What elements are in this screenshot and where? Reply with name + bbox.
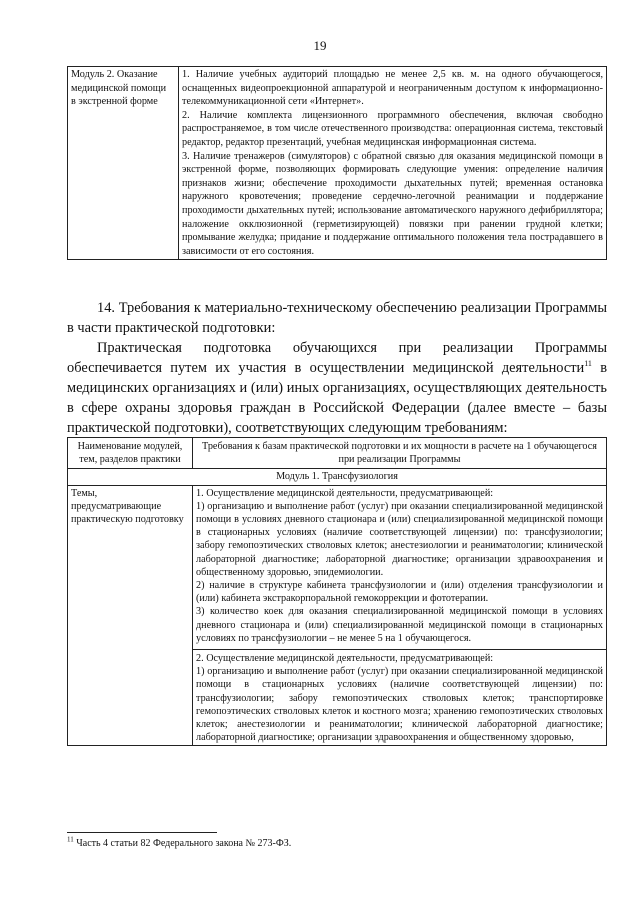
body-text: в медицинских организациях и (или) иных организациях, осуществляющих деятельность в сфере охраны здоровья граждан в Российской Федерации (далее вместе – базы практической подготовки), соответствующих следующим требованиям: xyxy=(67,360,607,436)
requirement-item: 2) наличие в структуре кабинета трансфузиологии и (или) отделения трансфузиологии и (или) кабинета экстракорпоральной гемокоррекции и фототерапии. xyxy=(196,580,603,605)
body-text: Практическая подготовка обучающихся при реализации Программы обеспечивается путем их участия в осуществлении медицинской деятельности xyxy=(67,340,607,376)
requirements-content-cell xyxy=(193,485,607,746)
module-name-line: в экстренной форме xyxy=(71,96,158,108)
practice-base-requirements-table xyxy=(67,437,607,746)
module-name-line: Модуль 2. Оказание медицинской помощи xyxy=(71,69,167,94)
footnote xyxy=(67,835,292,849)
requirement-item: 3. Наличие тренажеров (симуляторов) с обратной связью для оказания медицинской помощи в экстренной форме, позволяющих формировать следующие умения: определение наличия признаков жизни; обеспечение проходимости дыхательных путей; временная остановка наружного кровотечения; проведение сердечно-легочной реанимации и поддержание проходимости дыхательных путей; использование автоматического наружного дефибриллятора; наложение окклюзионной (герметизирующей) повязки при ранении грудной клетки; промывание желудка; придание и поддержание оптимального положения тела пострадавшего в зависимости от его состояния. xyxy=(182,150,603,257)
footnote-marker: 11 xyxy=(67,835,74,844)
footnote-text: Часть 4 статьи 82 Федерального закона № 273-ФЗ. xyxy=(73,838,292,849)
requirement-item: 1. Наличие учебных аудиторий площадью не менее 2,5 кв. м. на одного обучающегося, оснащенных видеопроекционной аппаратурой и неограниченным доступом к информационно-телекоммуникационной сети «Интернет». xyxy=(182,69,603,108)
requirement-item: 3) количество коек для оказания специализированной медицинской помощи в условиях дневного стационара и (или) специализированной медицинской помощи в стационарных условиях по трансфузиологии – не менее 5 на 1 обучающегося. xyxy=(196,606,603,644)
module-row xyxy=(68,469,607,485)
topics-cell: Темы, предусматривающие практическую подготовку xyxy=(68,485,193,746)
table-header-row xyxy=(68,438,607,469)
footnote-divider xyxy=(67,832,217,833)
requirement-item: 1. Осуществление медицинской деятельности, предусматривающей: xyxy=(196,487,494,499)
requirement-item: 1) организацию и выполнение работ (услуг) при оказании специализированной медицинской помощи в условиях дневного стационара и (или) специализированной медицинской помощи в стационарных условиях (наличие соответствующей лицензии) по: трансфузиологии; забору гемопоэтических стволовых клеток; анестезиологии и реаниматологии; клинической лабораторной диагностике; лабораторной диагностике; организации здравоохранения и общественному здоровью, эпидемиологии. xyxy=(196,500,603,578)
requirement-item: 2. Осуществление медицинской деятельности, предусматривающей: xyxy=(193,649,606,665)
table-row xyxy=(68,485,607,746)
requirement-item: 1) организацию и выполнение работ (услуг) при оказании специализированной медицинской помощи в стационарных условиях (наличие соответствующей лицензии) по: трансфузиологии; забору гемопоэтических стволовых клеток; транспортировке гемопоэтических стволовых клеток и костного мозга; хранению гемопоэтических стволовых клеток; анестезиологии и реаниматологии; клинической лабораторной диагностике; лабораторной диагностике; организации здравоохранения и общественному здоровью, xyxy=(196,666,603,744)
header-left: Наименование модулей, тем, разделов практики xyxy=(68,438,193,469)
page-number: 19 xyxy=(313,38,327,53)
requirement-item: 2. Наличие комплекта лицензионного программного обеспечения, включая свободно распространяемое, в том числе отечественного производства: операционная система, текстовый редактор, редактор презентаций, учебная медицинская информационная система. xyxy=(182,109,603,148)
module-title: Модуль 1. Трансфузиология xyxy=(68,469,607,485)
header-right: Требования к базам практической подготовки и их мощности в расчете на 1 обучающегося при реализации Программы xyxy=(193,438,607,469)
footnote-reference: 11 xyxy=(584,359,592,369)
section-heading: 14. Требования к материально-техническому обеспечению реализации Программы в части практической подготовки: xyxy=(67,300,607,336)
